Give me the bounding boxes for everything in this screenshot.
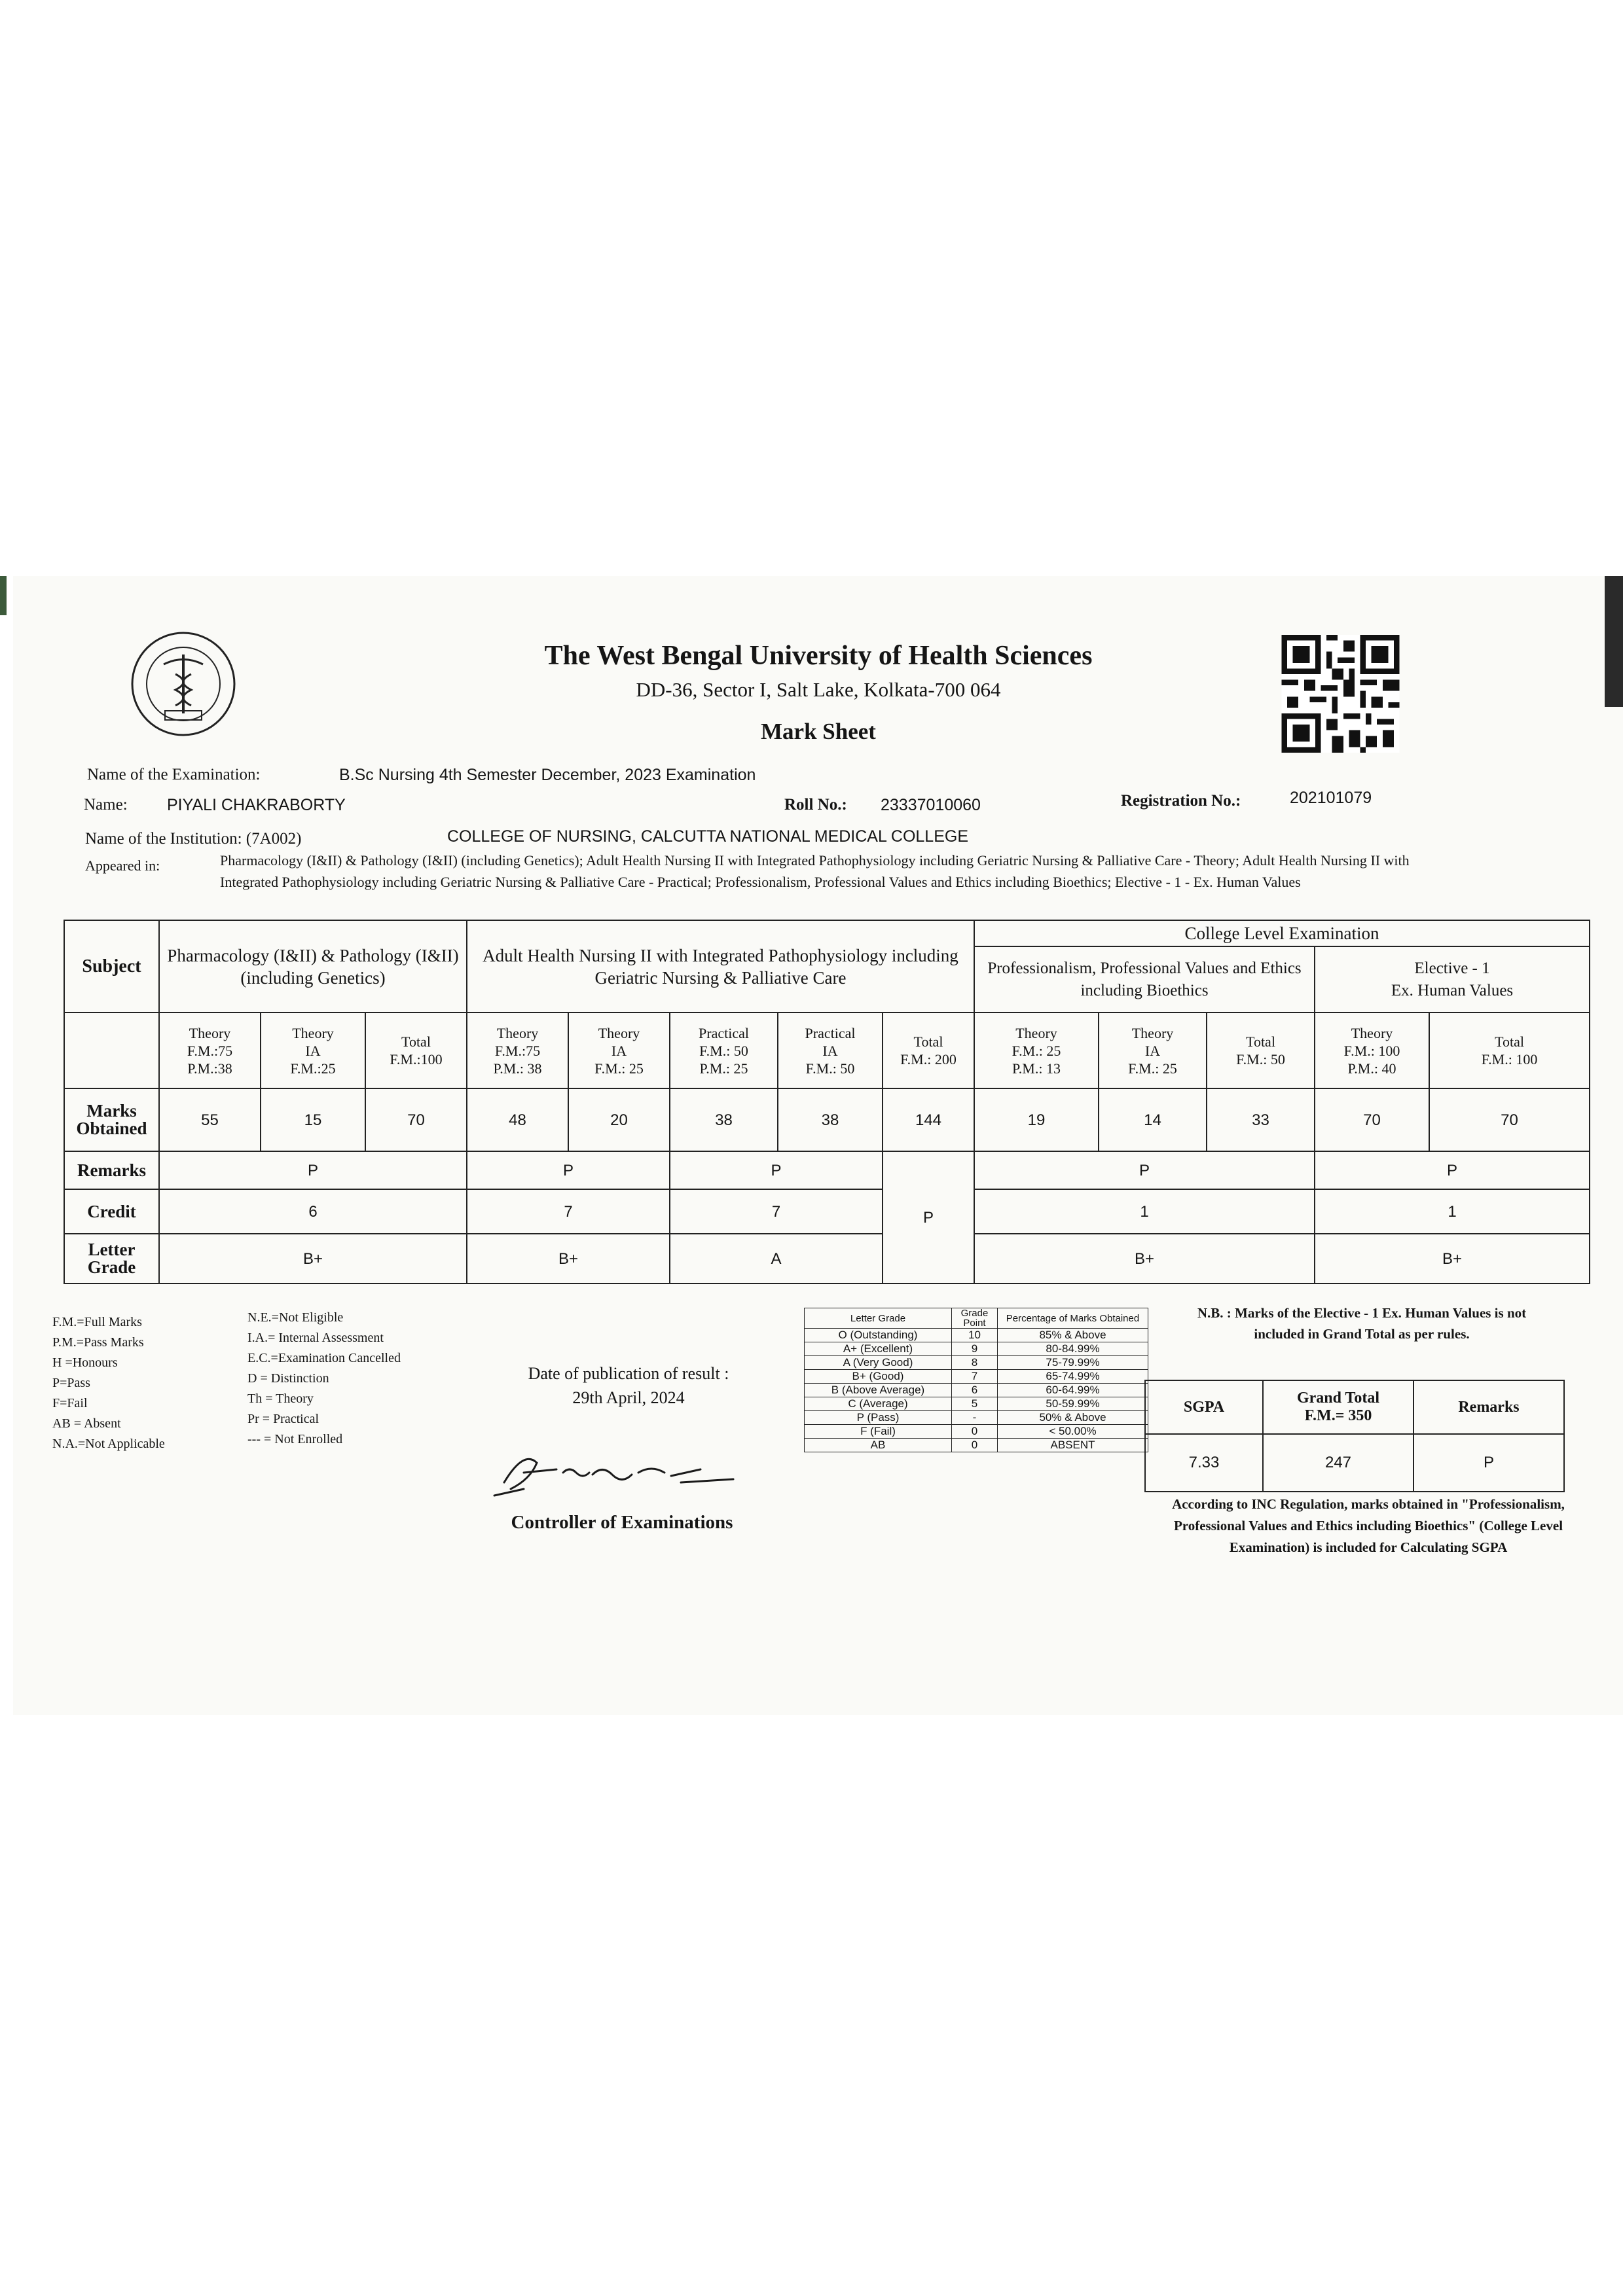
abbreviation-item: D = Distinction (247, 1371, 329, 1386)
grade-cell: 0 (952, 1439, 998, 1452)
subject-elective (1315, 946, 1590, 1013)
institution-label: Name of the Institution: (7A002) (85, 830, 302, 848)
column-header-line: Total (1495, 1033, 1524, 1050)
grade-cell: B (Above Average) (805, 1384, 952, 1397)
publication-date: 29th April, 2024 (572, 1388, 685, 1407)
publication-block (498, 1361, 759, 1410)
grade-header-cell: Letter Grade (805, 1308, 952, 1329)
column-header-line: F.M.: 25 (594, 1060, 644, 1077)
remarks-row (64, 1151, 1590, 1189)
marks-table (64, 920, 1590, 1284)
column-header-4 (467, 1013, 568, 1088)
column-header-6 (670, 1013, 778, 1088)
roll-value: 23337010060 (881, 796, 981, 814)
grade-table-row (805, 1356, 1148, 1370)
abbreviations-list-2 (247, 1308, 401, 1450)
controller-signature (484, 1443, 759, 1502)
grade-cell: ABSENT (998, 1439, 1148, 1452)
abbreviation-item: N.A.=Not Applicable (52, 1437, 165, 1451)
grade-table-row (805, 1342, 1148, 1356)
marks-cell-11: 33 (1207, 1088, 1315, 1151)
column-header-line: F.M.: 100 (1343, 1042, 1400, 1059)
column-header-7 (778, 1013, 883, 1088)
column-header-line: IA (305, 1042, 321, 1059)
abbreviation-item: F=Fail (52, 1396, 88, 1410)
grade-cell: 60-64.99% (998, 1384, 1148, 1397)
paper-edge-right (1605, 576, 1623, 707)
column-header-line: Theory (292, 1024, 334, 1041)
summary-remarks-label: Remarks (1413, 1380, 1564, 1434)
summary-value-row (1145, 1434, 1564, 1492)
inc-regulation-note: According to INC Regulation, marks obtained in "Professionalism, Professional Values and Ethics including Bioethics" (College Level Examination) is included for Calculating SGPA (1172, 1496, 1565, 1555)
grade-pharmacology: B+ (159, 1234, 467, 1283)
grade-cell: 8 (952, 1356, 998, 1370)
grade-scale-table (804, 1308, 1148, 1452)
credit-ahn-theory: 7 (467, 1189, 670, 1234)
marks-label-line-2: Obtained (76, 1119, 147, 1138)
marks-row (64, 1088, 1590, 1151)
subject-professionalism: Professionalism, Professional Values and Ethics including Bioethics (974, 946, 1315, 1013)
grade-cell: 50-59.99% (998, 1397, 1148, 1411)
remarks-ahn-total: P (883, 1151, 974, 1283)
subject-pharmacology: Pharmacology (I&II) & Pathology (I&II) (including Genetics) (159, 920, 467, 1013)
letter-label-line-1: Letter (88, 1240, 136, 1259)
grand-total-fm: F.M.= 350 (1304, 1407, 1372, 1424)
summary-table (1144, 1380, 1565, 1492)
registration-label: Registration No.: (1121, 792, 1241, 810)
elective-line-2: Ex. Human Values (1391, 981, 1514, 999)
credit-elective: 1 (1315, 1189, 1590, 1234)
grade-cell: O (Outstanding) (805, 1329, 952, 1342)
grade-cell: < 50.00% (998, 1425, 1148, 1439)
column-header-line: P.M.: 38 (493, 1060, 542, 1077)
header-blank-cell (64, 1013, 159, 1088)
marks-cell-5: 20 (568, 1088, 670, 1151)
grade-cell: A (Very Good) (805, 1356, 952, 1370)
summary-header-row (1145, 1380, 1564, 1434)
paper-edge-left (0, 576, 7, 615)
remarks-professionalism: P (974, 1151, 1315, 1189)
grade-table-row (805, 1329, 1148, 1342)
marks-cell-13: 70 (1429, 1088, 1590, 1151)
column-header-13 (1429, 1013, 1590, 1088)
column-header-line: F.M.:75 (187, 1042, 233, 1059)
abbreviation-item: Pr = Practical (247, 1412, 319, 1426)
grade-cell: 80-84.99% (998, 1342, 1148, 1356)
column-header-11 (1207, 1013, 1315, 1088)
grade-cell: AB (805, 1439, 952, 1452)
column-header-8 (883, 1013, 974, 1088)
abbreviation-item: AB = Absent (52, 1416, 121, 1431)
marks-cell-4: 48 (467, 1088, 568, 1151)
name-value: PIYALI CHAKRABORTY (167, 796, 346, 814)
letter-grade-label (64, 1234, 159, 1283)
credit-professionalism: 1 (974, 1189, 1315, 1234)
grade-header-cell: Grade Point (952, 1308, 998, 1329)
marks-cell-3: 70 (365, 1088, 467, 1151)
marks-cell-2: 15 (261, 1088, 365, 1151)
remarks-pharmacology: P (159, 1151, 467, 1189)
abbreviation-item: N.E.=Not Eligible (247, 1310, 344, 1325)
column-header-line: Total (401, 1033, 431, 1050)
grand-total-value: 247 (1263, 1434, 1413, 1492)
column-header-line: P.M.: 40 (1347, 1060, 1396, 1077)
column-header-9 (974, 1013, 1099, 1088)
grade-table-row (805, 1397, 1148, 1411)
marks-cell-6: 38 (670, 1088, 778, 1151)
roll-label: Roll No.: (784, 796, 847, 814)
column-header-line: Total (1246, 1033, 1275, 1050)
column-header-line: Theory (1131, 1024, 1174, 1041)
document-title: Mark Sheet (761, 719, 876, 744)
column-header-line: IA (822, 1042, 838, 1059)
column-header-line: IA (1144, 1042, 1161, 1059)
grade-table-row (805, 1425, 1148, 1439)
column-header-line: F.M.: 100 (1481, 1051, 1538, 1067)
column-header-line: F.M.: 50 (1236, 1051, 1285, 1067)
column-header-line: Total (913, 1033, 943, 1050)
college-level-header: College Level Examination (974, 920, 1590, 946)
abbreviation-item: E.C.=Examination Cancelled (247, 1351, 401, 1365)
column-header-line: Theory (1015, 1024, 1057, 1041)
grade-header-cell: Percentage of Marks Obtained (998, 1308, 1148, 1329)
elective-note: N.B. : Marks of the Elective - 1 Ex. Human Values is not included in Grand Total as per rules. (1197, 1305, 1527, 1342)
abbreviation-item: --- = Not Enrolled (247, 1432, 343, 1446)
abbreviation-item: H =Honours (52, 1355, 118, 1370)
abbreviation-item: P=Pass (52, 1376, 90, 1390)
column-header-12 (1315, 1013, 1429, 1088)
registration-value: 202101079 (1290, 789, 1372, 807)
grade-cell: C (Average) (805, 1397, 952, 1411)
column-header-line: F.M.: 200 (900, 1051, 957, 1067)
table-row (64, 920, 1590, 946)
grade-cell: P (Pass) (805, 1411, 952, 1425)
university-name: The West Bengal University of Health Sciences (544, 641, 1093, 671)
grade-cell: - (952, 1411, 998, 1425)
credit-pharmacology: 6 (159, 1189, 467, 1234)
grade-professionalism: B+ (974, 1234, 1315, 1283)
grade-cell: 50% & Above (998, 1411, 1148, 1425)
grade-elective: B+ (1315, 1234, 1590, 1283)
column-header-line: F.M.: 25 (1012, 1042, 1061, 1059)
column-header-line: F.M.:25 (290, 1060, 336, 1077)
column-header-row (64, 1013, 1590, 1088)
marks-cell-1: 55 (159, 1088, 261, 1151)
credit-row (64, 1189, 1590, 1234)
institution-value: COLLEGE OF NURSING, CALCUTTA NATIONAL MEDICAL COLLEGE (447, 827, 968, 846)
university-address: DD-36, Sector I, Salt Lake, Kolkata-700 064 (636, 678, 1001, 701)
abbreviation-item: Th = Theory (247, 1391, 314, 1406)
elective-line-1: Elective - 1 (1414, 959, 1490, 977)
column-header-line: F.M.: 25 (1128, 1060, 1177, 1077)
column-header-3 (365, 1013, 467, 1088)
column-header-line: P.M.: 13 (1012, 1060, 1061, 1077)
remarks-label: Remarks (64, 1151, 159, 1189)
letter-label-line-2: Grade (87, 1257, 136, 1277)
grade-cell: 5 (952, 1397, 998, 1411)
column-header-line: F.M.:75 (494, 1042, 541, 1059)
column-header-line: Theory (496, 1024, 539, 1041)
credit-ahn-practical: 7 (670, 1189, 883, 1234)
grade-ahn-practical: A (670, 1234, 883, 1283)
marks-cell-10: 14 (1099, 1088, 1207, 1151)
column-header-line: F.M.: 50 (699, 1042, 748, 1059)
appeared-value: Pharmacology (I&II) & Pathology (I&II) (including Genetics); Adult Health Nursing II with Integrated Pathophysiology including Geriatric Nursing & Palliative Care - Theory; Adult Health Nursing II with Integrated Pathophysiology including Geriatric Nursing & Palliative Care - Practical; Professionalism, Professional Values and Ethics including Bioethics; Elective - 1 - Ex. Human Values (220, 852, 1410, 890)
abbreviation-item: P.M.=Pass Marks (52, 1335, 144, 1350)
grade-table-header (805, 1308, 1148, 1329)
grade-cell: 65-74.99% (998, 1370, 1148, 1384)
grand-total-label (1263, 1380, 1413, 1434)
remarks-ahn-theory: P (467, 1151, 670, 1189)
column-header-line: P.M.:38 (187, 1060, 232, 1077)
abbreviation-item: I.A.= Internal Assessment (247, 1331, 384, 1345)
grade-cell: A+ (Excellent) (805, 1342, 952, 1356)
marks-cell-9: 19 (974, 1088, 1099, 1151)
controller-of-examinations: Controller of Examinations (511, 1512, 733, 1533)
grade-table-row (805, 1384, 1148, 1397)
grade-cell: 0 (952, 1425, 998, 1439)
column-header-10 (1099, 1013, 1207, 1088)
column-header-line: Theory (1351, 1024, 1393, 1041)
column-header-1 (159, 1013, 261, 1088)
abbreviations-list-1 (52, 1312, 165, 1454)
grand-total-title: Grand Total (1296, 1390, 1380, 1407)
marks-cell-8: 144 (883, 1088, 974, 1151)
university-seal-logo (118, 628, 249, 740)
grade-cell: 85% & Above (998, 1329, 1148, 1342)
sgpa-value: 7.33 (1145, 1434, 1263, 1492)
marks-label-line-1: Marks (86, 1101, 137, 1121)
grade-table-row (805, 1370, 1148, 1384)
column-header-line: F.M.:100 (390, 1051, 443, 1067)
appeared-label: Appeared in: (85, 857, 160, 874)
grade-cell: F (Fail) (805, 1425, 952, 1439)
grade-ahn-theory: B+ (467, 1234, 670, 1283)
column-header-5 (568, 1013, 670, 1088)
column-header-line: F.M.: 50 (805, 1060, 855, 1077)
exam-value: B.Sc Nursing 4th Semester December, 2023 Examination (339, 766, 756, 784)
summary-remarks-value: P (1413, 1434, 1564, 1492)
marks-cell-7: 38 (778, 1088, 883, 1151)
column-header-line: Practical (805, 1024, 856, 1041)
grade-cell: 10 (952, 1329, 998, 1342)
remarks-elective: P (1315, 1151, 1590, 1189)
subject-header: Subject (64, 920, 159, 1013)
grade-cell: 6 (952, 1384, 998, 1397)
qr-code (1277, 635, 1404, 753)
column-header-2 (261, 1013, 365, 1088)
grade-cell: 9 (952, 1342, 998, 1356)
grade-cell: B+ (Good) (805, 1370, 952, 1384)
name-label: Name: (84, 796, 128, 814)
marks-obtained-label (64, 1088, 159, 1151)
column-header-line: Theory (189, 1024, 231, 1041)
credit-label: Credit (64, 1189, 159, 1234)
column-header-line: IA (611, 1042, 627, 1059)
sgpa-label: SGPA (1145, 1380, 1263, 1434)
grade-table-row (805, 1411, 1148, 1425)
grade-table-row (805, 1439, 1148, 1452)
publication-label: Date of publication of result : (528, 1364, 729, 1383)
grade-cell: 7 (952, 1370, 998, 1384)
remarks-ahn-practical: P (670, 1151, 883, 1189)
column-header-line: Theory (598, 1024, 640, 1041)
exam-label: Name of the Examination: (87, 766, 261, 783)
letter-grade-row (64, 1234, 1590, 1283)
marks-cell-12: 70 (1315, 1088, 1429, 1151)
column-header-line: P.M.: 25 (699, 1060, 748, 1077)
grade-cell: 75-79.99% (998, 1356, 1148, 1370)
subject-adult-health-nursing: Adult Health Nursing II with Integrated Pathophysiology including Geriatric Nursing & Palliative Care (467, 920, 974, 1013)
abbreviation-item: F.M.=Full Marks (52, 1315, 142, 1329)
column-header-line: Practical (699, 1024, 749, 1041)
